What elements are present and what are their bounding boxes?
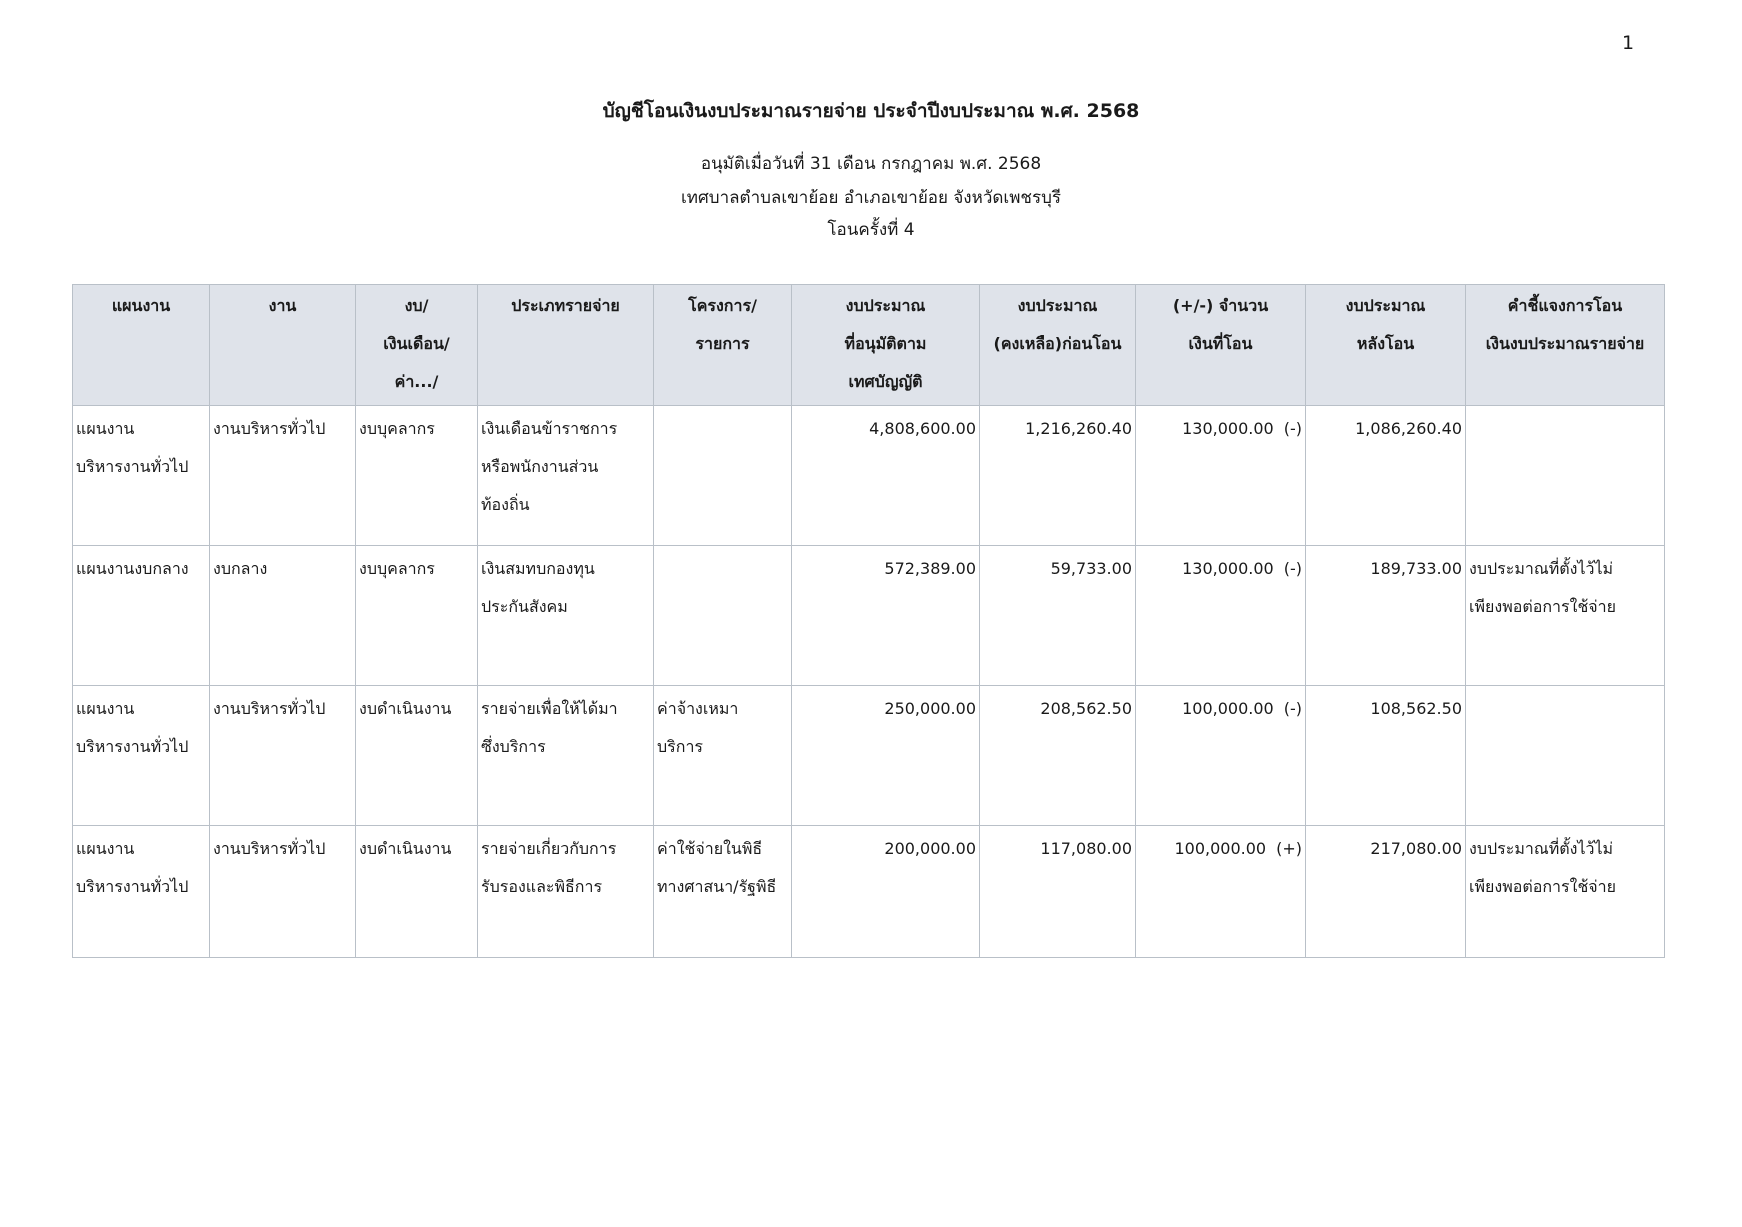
document-title: บัญชีโอนเงินงบประมาณรายจ่าย ประจำปีงบประมาณ พ.ศ. 2568 — [602, 100, 1140, 122]
header-remaining-before — [980, 285, 1136, 406]
cell-line: เงินสมทบกองทุน — [481, 559, 595, 578]
cell-line: งบกลาง — [213, 559, 268, 578]
cell-budget-after: 108,562.50 — [1306, 686, 1466, 826]
cell-project — [654, 546, 792, 686]
cell-line: งบประมาณที่ตั้งไว้ไม่ — [1469, 839, 1614, 858]
cell-line: แผนงาน — [111, 296, 171, 315]
transfer-round: โอนครั้งที่ 4 — [827, 220, 915, 240]
cell-line: ค่า.../ — [394, 372, 439, 391]
cell-line: งบประมาณที่ตั้งไว้ไม่ — [1469, 559, 1614, 578]
cell-line: งานบริหารทั่วไป — [213, 419, 326, 438]
cell-expense-type — [478, 826, 654, 958]
cell-transfer-amount — [1136, 406, 1306, 546]
cell-line: เงินเดือน/ — [383, 334, 450, 353]
cell-line: บริหารงานทั่วไป — [76, 737, 189, 756]
cell-line: งานบริหารทั่วไป — [213, 699, 326, 718]
page-number: 1 — [1622, 32, 1635, 54]
header-work — [210, 285, 356, 406]
cell-line: งบ/ — [404, 296, 429, 315]
cell-expense-type — [478, 546, 654, 686]
cell-remaining-before: 59,733.00 — [980, 546, 1136, 686]
cell-plan — [73, 826, 210, 958]
cell-explanation — [1466, 686, 1665, 826]
cell-line: งาน — [268, 296, 297, 315]
header-transfer-amount — [1136, 285, 1306, 406]
cell-line: เพียงพอต่อการใช้จ่าย — [1469, 597, 1617, 616]
table-row — [73, 546, 1665, 686]
cell-remaining-before: 117,080.00 — [980, 826, 1136, 958]
cell-line: ค่าจ้างเหมา — [657, 699, 739, 718]
cell-line: รายจ่ายเพื่อให้ได้มา — [481, 699, 618, 718]
cell-line: ประเภทรายจ่าย — [511, 296, 620, 315]
cell-work — [210, 546, 356, 686]
transfer-sign: (+) — [1276, 839, 1302, 858]
cell-line: หรือพนักงานส่วน — [481, 457, 599, 476]
transfer-sign: (-) — [1283, 699, 1302, 718]
cell-transfer-amount — [1136, 686, 1306, 826]
cell-approved-budget: 572,389.00 — [792, 546, 980, 686]
cell-plan — [73, 686, 210, 826]
cell-explanation — [1466, 826, 1665, 958]
cell-line: เงินงบประมาณรายจ่าย — [1485, 334, 1645, 353]
cell-plan — [73, 546, 210, 686]
cell-line: งบบุคลากร — [359, 419, 435, 438]
cell-project — [654, 826, 792, 958]
cell-project — [654, 406, 792, 546]
header-budget-after — [1306, 285, 1466, 406]
cell-line: ท้องถิ่น — [481, 495, 530, 514]
cell-line: เทศบัญญัติ — [848, 372, 923, 391]
cell-expense-type — [478, 686, 654, 826]
cell-line: เพียงพอต่อการใช้จ่าย — [1469, 877, 1617, 896]
header-expense-type — [478, 285, 654, 406]
cell-approved-budget: 4,808,600.00 — [792, 406, 980, 546]
cell-line: บริหารงานทั่วไป — [76, 877, 189, 896]
transfer-amount-value: 130,000.00 — [1182, 419, 1274, 438]
approval-date-line: อนุมัติเมื่อวันที่ 31 เดือน กรกฎาคม พ.ศ. 2568 — [700, 154, 1042, 174]
table-row — [73, 686, 1665, 826]
cell-budget-after: 217,080.00 — [1306, 826, 1466, 958]
cell-work — [210, 686, 356, 826]
cell-line: (+/-) จำนวน — [1172, 296, 1269, 315]
cell-budget-category — [356, 406, 478, 546]
cell-line: โครงการ/ — [688, 296, 757, 315]
cell-line: แผนงาน — [76, 839, 135, 858]
cell-budget-category — [356, 826, 478, 958]
transfer-sign: (-) — [1283, 559, 1302, 578]
cell-approved-budget: 200,000.00 — [792, 826, 980, 958]
cell-line: เงินที่โอน — [1188, 334, 1253, 353]
cell-transfer-amount — [1136, 826, 1306, 958]
cell-line: ที่อนุมัติตาม — [844, 334, 927, 353]
cell-line: ประกันสังคม — [481, 597, 568, 616]
cell-line: แผนงานงบกลาง — [76, 559, 189, 578]
cell-line: งบประมาณ — [845, 296, 926, 315]
cell-remaining-before: 208,562.50 — [980, 686, 1136, 826]
header-plan — [73, 285, 210, 406]
transfer-amount-value: 100,000.00 — [1174, 839, 1267, 858]
cell-budget-category — [356, 546, 478, 686]
cell-expense-type — [478, 406, 654, 546]
cell-line: (คงเหลือ)ก่อนโอน — [993, 334, 1122, 353]
header-project — [654, 285, 792, 406]
cell-line: ทางศาสนา/รัฐพิธี — [657, 877, 777, 896]
cell-budget-after: 1,086,260.40 — [1306, 406, 1466, 546]
cell-approved-budget: 250,000.00 — [792, 686, 980, 826]
cell-transfer-amount — [1136, 546, 1306, 686]
cell-explanation — [1466, 546, 1665, 686]
transfer-sign: (-) — [1283, 419, 1302, 438]
cell-line: แผนงาน — [76, 419, 135, 438]
transfer-amount-value: 100,000.00 — [1182, 699, 1274, 718]
cell-work — [210, 826, 356, 958]
organization-line: เทศบาลตำบลเขาย้อย อำเภอเขาย้อย จังหวัดเพชรบุรี — [680, 188, 1062, 208]
table-row — [73, 826, 1665, 958]
cell-line: งานบริหารทั่วไป — [213, 839, 326, 858]
cell-line: รับรองและพิธีการ — [481, 877, 603, 896]
cell-line: งบประมาณ — [1345, 296, 1426, 315]
header-budget-category — [356, 285, 478, 406]
cell-line: งบประมาณ — [1017, 296, 1098, 315]
cell-budget-after: 189,733.00 — [1306, 546, 1466, 686]
cell-line: งบบุคลากร — [359, 559, 435, 578]
cell-line: บริการ — [657, 737, 704, 756]
cell-line: งบดำเนินงาน — [359, 839, 452, 858]
transfer-amount-value: 130,000.00 — [1182, 559, 1274, 578]
cell-line: รายจ่ายเกี่ยวกับการ — [481, 839, 617, 858]
cell-remaining-before: 1,216,260.40 — [980, 406, 1136, 546]
cell-project — [654, 686, 792, 826]
cell-line: ค่าใช้จ่ายในพิธี — [657, 839, 763, 858]
cell-line: คำชี้แจงการโอน — [1507, 296, 1623, 315]
cell-plan — [73, 406, 210, 546]
header-explanation — [1466, 285, 1665, 406]
cell-work — [210, 406, 356, 546]
header-approved-budget — [792, 285, 980, 406]
budget-transfer-table — [72, 284, 1665, 958]
table-row — [73, 406, 1665, 546]
cell-line: บริหารงานทั่วไป — [76, 457, 189, 476]
cell-line: หลังโอน — [1356, 334, 1415, 353]
cell-explanation — [1466, 406, 1665, 546]
cell-budget-category — [356, 686, 478, 826]
cell-line: งบดำเนินงาน — [359, 699, 452, 718]
table-header-row — [73, 285, 1665, 406]
cell-line: ซึ่งบริการ — [481, 737, 546, 756]
cell-line: รายการ — [695, 334, 750, 353]
cell-line: แผนงาน — [76, 699, 135, 718]
cell-line: เงินเดือนข้าราชการ — [481, 419, 618, 438]
